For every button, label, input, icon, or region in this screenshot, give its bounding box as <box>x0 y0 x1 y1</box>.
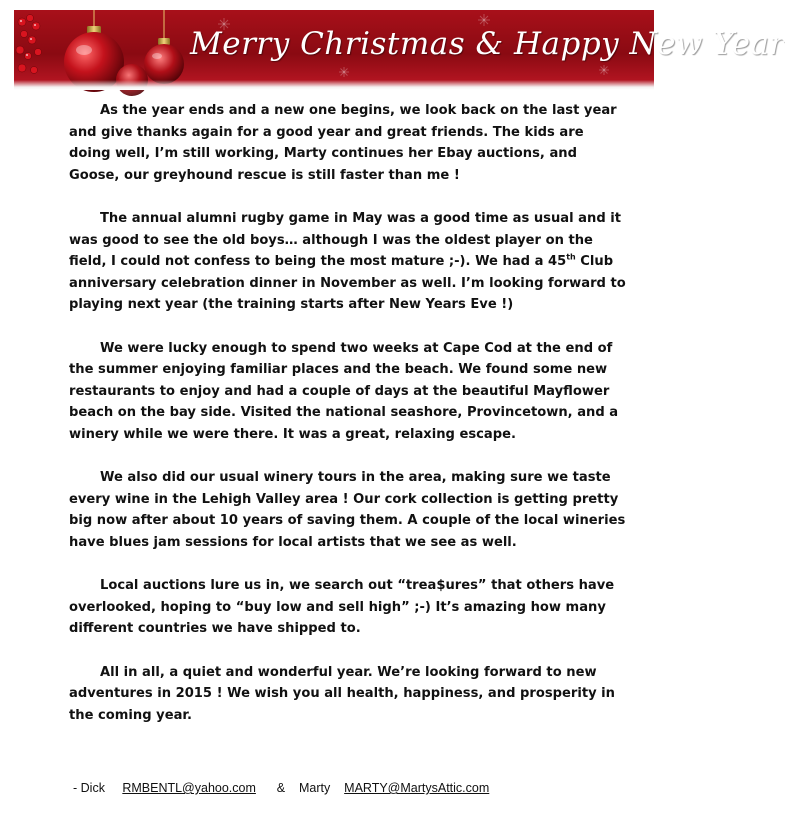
snow-edge <box>14 80 654 90</box>
letter-body <box>69 100 629 748</box>
signature-name-marty: Marty <box>299 781 331 795</box>
email-link-marty[interactable]: MARTY@MartysAttic.com <box>344 781 490 795</box>
rugby-text-part1: The annual alumni rugby game in May was a good time as usual and it was good to see the old boys… although I was the oldest player on the field, I could not confess to being the most mature ;-). We had a 45 <box>69 211 622 269</box>
banner-title: Merry Christmas & Happy New Year <box>190 26 785 62</box>
paragraph-rugby <box>69 208 629 316</box>
paragraph-cape-cod: We were lucky enough to spend two weeks at Cape Cod at the end of the summer enjoying familiar places and the beach. We found some new restaurants to enjoy and had a couple of days at the beautiful Mayflower beach on the bay side. Visited the national seashore, Provincetown, and a winery while we were there. It was a great, relaxing escape. <box>69 340 619 442</box>
holiday-banner <box>14 10 785 90</box>
paragraph-winery: We also did our usual winery tours in the area, making sure we taste every wine in the Lehigh Valley area ! Our cork collection is getting pretty big now after about 10 years of saving them. A couple of the local wineries have blues jam sessions for local artists that we see as well. <box>69 470 626 550</box>
rugby-text-part2: Club anniversary celebration dinner in November as well. I’m looking forward to playing next year (the training starts after New Years Eve !) <box>69 254 626 312</box>
paragraph-intro: As the year ends and a new one begins, we look back on the last year and give thanks again for a good year and great friends. The kids are doing well, I’m still working, Marty continues her Ebay auctions, and Goose, our greyhound rescue is still faster than me ! <box>69 103 617 183</box>
paragraph-closing: All in all, a quiet and wonderful year. We’re looking forward to new adventures in 2015 ! We wish you all health, happiness, and prosperity in the coming year. <box>69 664 615 723</box>
ordinal-superscript: th <box>566 252 576 262</box>
paragraph-auctions: Local auctions lure us in, we search out “trea$ures” that others have overlooked, hoping to “buy low and sell high” ;-) It’s amazing how many different countries we have shipped to. <box>69 578 615 636</box>
email-link-dick[interactable]: RMBENTL@yahoo.com <box>122 781 256 795</box>
signature-line <box>73 781 489 795</box>
signature-ampersand: & <box>276 781 286 795</box>
signature-name-dick: - Dick <box>73 781 105 795</box>
ornaments-decoration <box>14 10 189 90</box>
